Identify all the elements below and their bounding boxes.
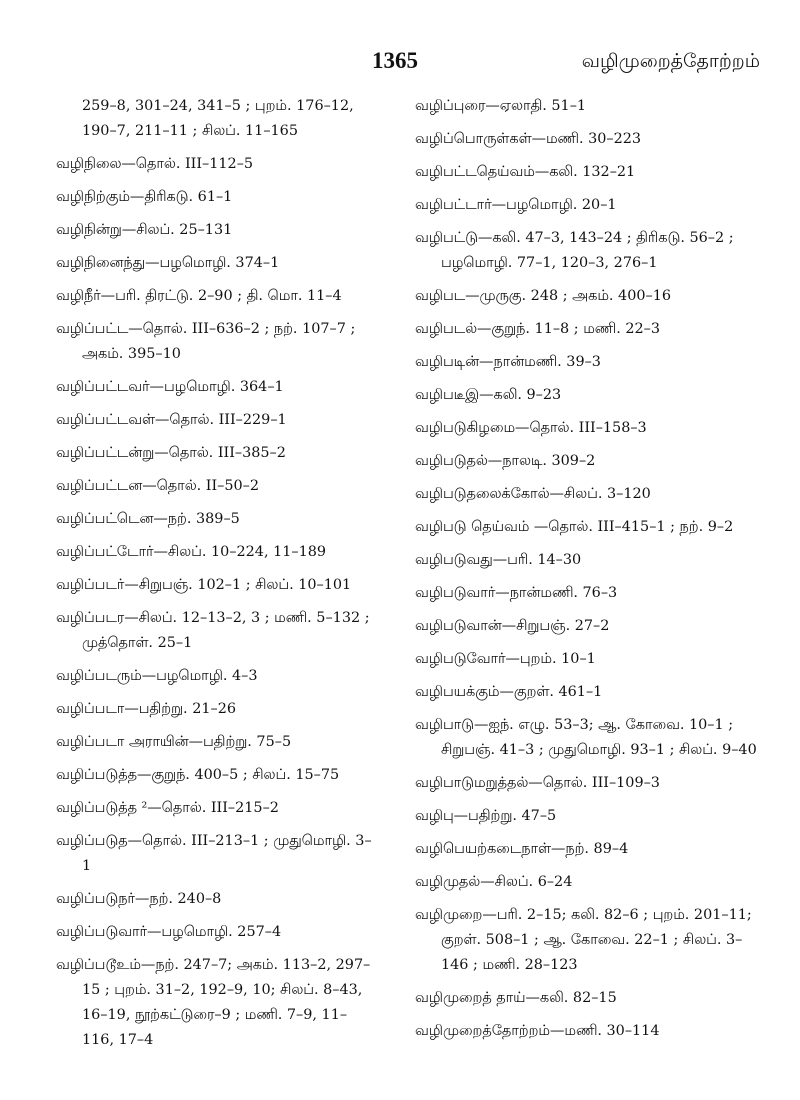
index-entry: வழிபடுவோர்—புறம். 10–1 [415, 651, 596, 667]
index-entry: வழிபடுதலைக்கோல்—சிலப். 3–120 [415, 486, 651, 502]
index-entry: வழிநிலை—தொல். III–112–5 [56, 156, 254, 172]
index-entry: வழிப்படா—பதிற்று. 21–26 [56, 701, 237, 717]
index-entry: வழிமுறை—பரி. 2–15; கலி. 82–6 ; புறம். 201–11; குறள். 508–1 ; ஆ. கோவை. 22–1 ; சிலப். 3–146 ; மணி. 28–123 [415, 907, 752, 973]
index-entry: வழிப்பட்டவள்—தொல். III–229–1 [56, 412, 287, 428]
index-entry: வழிப்படுத்த—குறுந். 400–5 ; சிலப். 15–75 [56, 767, 340, 783]
index-entry: வழிப்புரை—ஏலாதி. 51–1 [415, 98, 587, 114]
index-entry: வழிப்பட்டவர்—பழமொழி. 364–1 [56, 379, 284, 395]
index-entry: வழிபு—பதிற்று. 47–5 [415, 808, 557, 824]
index-entry: வழிபயக்கும்—குறள். 461–1 [415, 684, 603, 700]
index-entry: வழிநின்று—சிலப். 25–131 [56, 222, 233, 238]
index-entry: வழிபடுவான்—சிறுபஞ். 27–2 [415, 618, 610, 634]
index-entry: வழிப்பட்டன—தொல். II–50–2 [56, 478, 260, 494]
index-entry: வழிப்பட்டோர்—சிலப். 10–224, 11–189 [56, 544, 327, 560]
index-entry: வழிப்பட்டன்று—தொல். III–385–2 [56, 445, 286, 461]
index-entry: வழிபட்டார்—பழமொழி. 20–1 [415, 197, 617, 213]
index-entry: வழிப்பட்ட—தொல். III–636–2 ; நற். 107–7 ; அகம். 395–10 [56, 321, 356, 362]
index-entry: வழிமுதல்—சிலப். 6–24 [415, 874, 573, 890]
index-entry: வழிநீர்—பரி. திரட்டு. 2–90 ; தி. மொ. 11–4 [56, 288, 342, 304]
index-entry: வழிப்படுத—தொல். III–213–1 ; முதுமொழி. 3–1 [56, 833, 372, 874]
index-entry: வழிப்படா அராயின்—பதிற்று. 75–5 [56, 734, 292, 750]
index-entry: வழிபாடுமறுத்தல்—தொல். III–109–3 [415, 775, 660, 791]
index-entry: வழிபடுவார்—நான்மணி. 76–3 [415, 585, 618, 601]
index-entry: வழிபடின்—நான்மணி. 39–3 [415, 354, 601, 370]
index-entry: வழிப்படரும்—பழமொழி. 4–3 [56, 668, 258, 684]
index-entry: வழிபெயற்கடைநாள்—நற். 89–4 [415, 841, 629, 857]
index-entry: 259–8, 301–24, 341–5 ; புறம். 176–12, 190–7, 211–11 ; சிலப். 11–165 [82, 98, 354, 139]
index-entry: வழிபடல்—குறுந். 11–8 ; மணி. 22–3 [415, 321, 661, 337]
index-entry: வழிப்பட்டென—நற். 389–5 [56, 511, 240, 527]
index-entry: வழிப்படுவார்—பழமொழி. 257–4 [56, 924, 282, 940]
index-entry: வழிபட—முருகு. 248 ; அகம். 400–16 [415, 288, 672, 304]
index-entry: வழிபட்டு—கலி. 47–3, 143–24 ; திரிகடு. 56–2 ; பழமொழி. 77–1, 120–3, 276–1 [415, 230, 734, 271]
page-number: 1365 [372, 48, 418, 73]
index-entry: வழிப்படர—சிலப். 12–13–2, 3 ; மணி. 5–132 ; முத்தொள். 25–1 [56, 610, 370, 651]
index-entry: வழிப்படர்—சிறுபஞ். 102–1 ; சிலப். 10–101 [56, 577, 352, 593]
index-entry: வழிநினைந்து—பழமொழி. 374–1 [56, 255, 280, 271]
index-entry: வழிபடுதல்—நாலடி. 309–2 [415, 453, 596, 469]
index-entry: வழிப்பொருள்கள்—மணி. 30–223 [415, 131, 642, 147]
index-entry: வழிபாடு—ஐந். எழு. 53–3; ஆ. கோவை. 10–1 ; சிறுபஞ். 41–3 ; முதுமொழி. 93–1 ; சிலப். 9–40 [415, 717, 757, 758]
running-head: வழிமுறைத்தோற்றம் [581, 50, 760, 72]
left-column [56, 94, 374, 1061]
right-column [415, 94, 765, 1052]
index-entry: வழிமுறைத்தோற்றம்—மணி. 30–114 [415, 1023, 660, 1039]
index-entry: வழிப்படூஉம்—நற். 247–7; அகம். 113–2, 297–15 ; புறம். 31–2, 192–9, 10; சிலப். 8–43, 16–19, நூற்கட்டுரை–9 ; மணி. 7–9, 11–116, 17–4 [56, 957, 371, 1048]
index-entry: வழிபடு தெய்வம் —தொல். III–415–1 ; நற். 9–2 [415, 519, 734, 535]
index-entry: வழிபடீஇ—கலி. 9–23 [415, 387, 562, 403]
index-entry: வழிப்படுத்த ²—தொல். III–215–2 [56, 800, 279, 816]
index-entry: வழிமுறைத் தாய்—கலி. 82–15 [415, 990, 617, 1006]
index-entry: வழிநிற்கும்—திரிகடு. 61–1 [56, 189, 233, 205]
index-entry: வழிப்படுநர்—நற். 240–8 [56, 891, 222, 907]
index-entry: வழிபடுவது—பரி. 14–30 [415, 552, 582, 568]
index-entry: வழிபட்டதெய்வம்—கலி. 132–21 [415, 164, 636, 180]
index-entry: வழிபடுகிழமை—தொல். III–158–3 [415, 420, 647, 436]
